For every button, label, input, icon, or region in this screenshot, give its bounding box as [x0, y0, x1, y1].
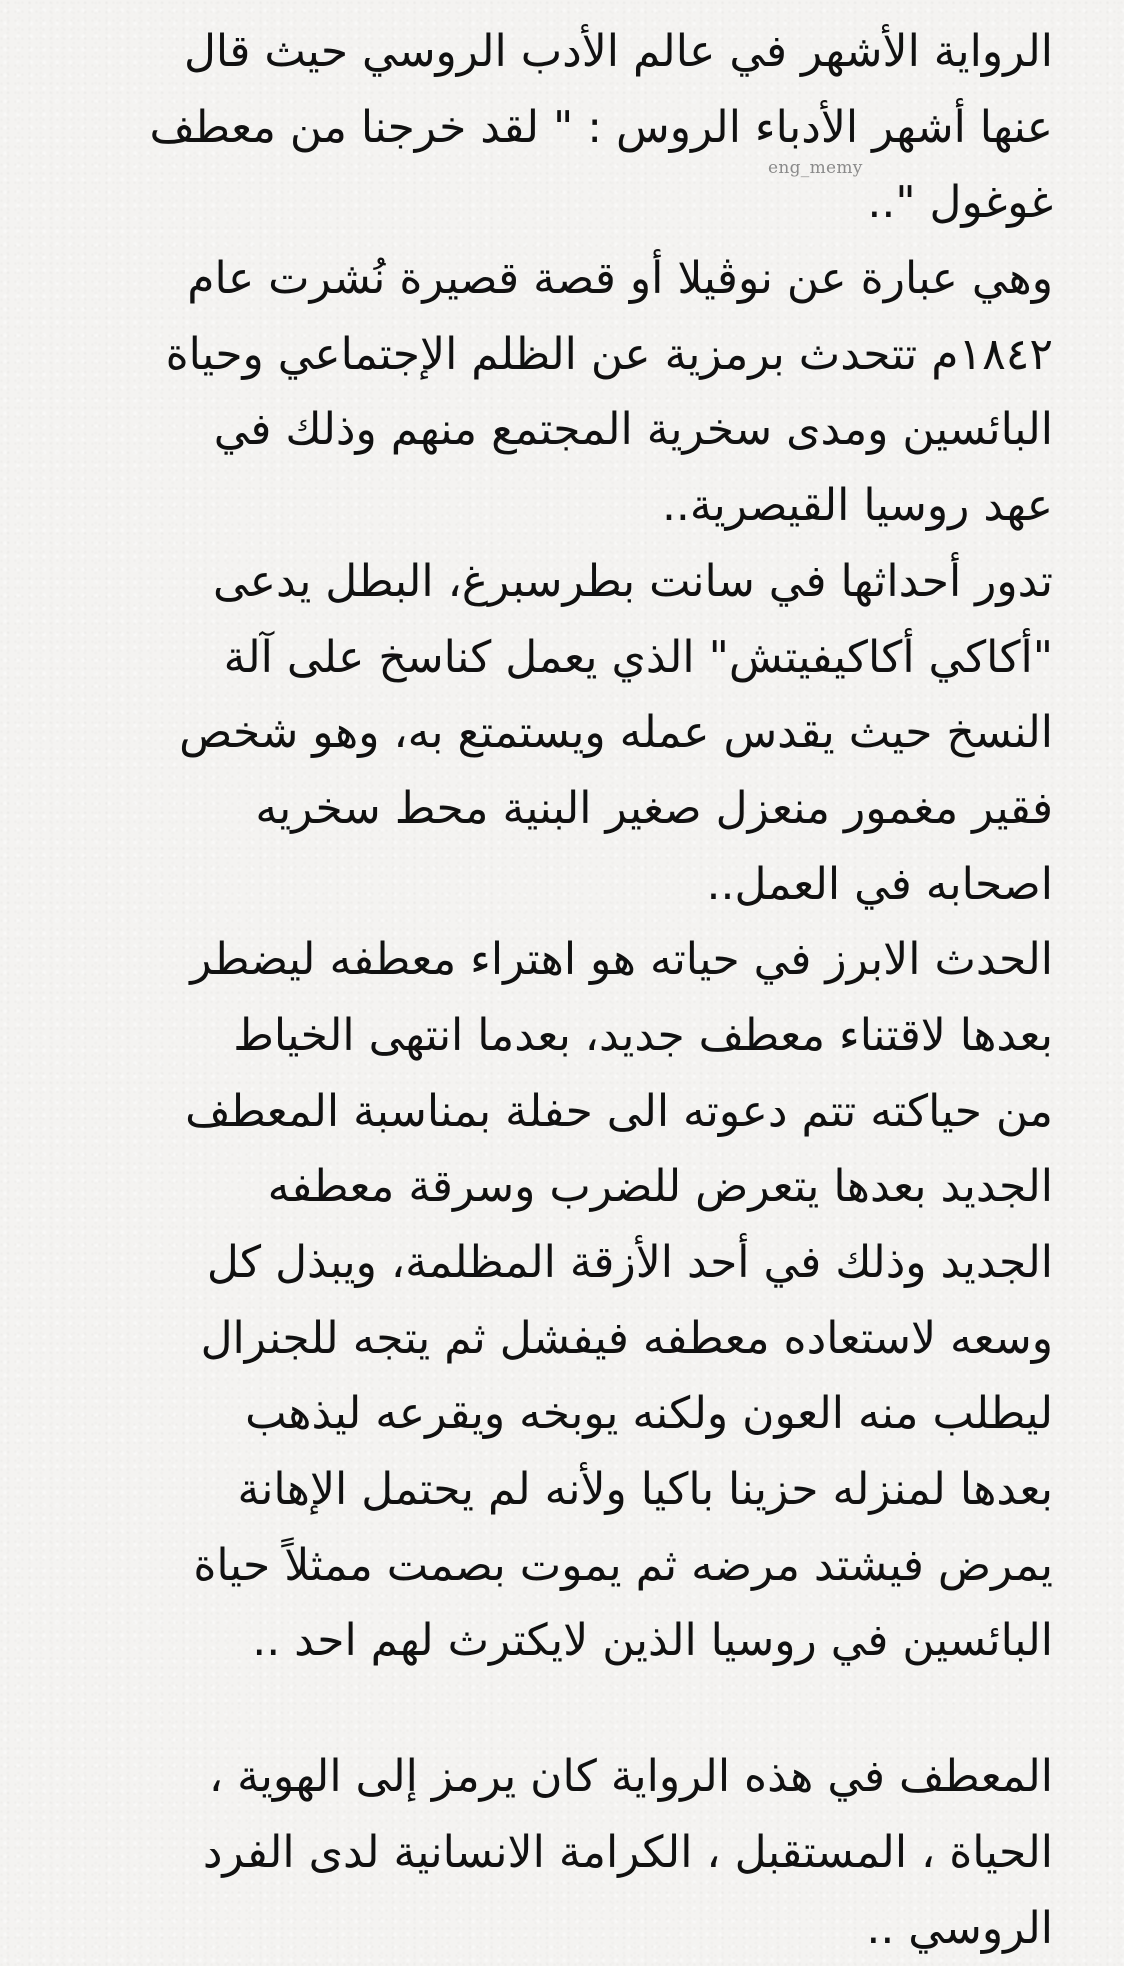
text-column — [53, 14, 1053, 1966]
watermark: eng_memy — [768, 158, 863, 178]
text-line: الجديد وذلك في أحد الأزقة المظلمة، ويبذل كل — [53, 1225, 1053, 1301]
text-line: الرواية الأشهر في عالم الأدب الروسي حيث قال — [53, 14, 1053, 90]
text-line: عهد روسيا القيصرية.. — [53, 468, 1053, 544]
text-line: تدور أحداثها في سانت بطرسبرغ، البطل يدعى — [53, 544, 1053, 620]
text-line: "أكاكي أكاكيفيتش" الذي يعمل كناسخ على آلة — [53, 620, 1053, 696]
text-line: يمرض فيشتد مرضه ثم يموت بصمت ممثلاً حياة — [53, 1528, 1053, 1604]
text-line: الحدث الابرز في حياته هو اهتراء معطفه ليضطر — [53, 922, 1053, 998]
text-line: ليطلب منه العون ولكنه يوبخه ويقرعه ليذهب — [53, 1376, 1053, 1452]
text-line: غوغول ".. — [53, 165, 1053, 241]
text-line: فقير مغمور منعزل صغير البنية محط سخريه — [53, 771, 1053, 847]
paragraph-spacer — [53, 1679, 1053, 1739]
text-line: البائسين ومدى سخرية المجتمع منهم وذلك في — [53, 392, 1053, 468]
text-line: ١٨٤٢م تتحدث برمزية عن الظلم الإجتماعي وحياة — [53, 317, 1053, 393]
text-line: وهي عبارة عن نوڤيلا أو قصة قصيرة نُشرت عام — [53, 241, 1053, 317]
text-line: اصحابه في العمل.. — [53, 847, 1053, 923]
text-line: عنها أشهر الأدباء الروس : " لقد خرجنا من معطف — [53, 90, 1053, 166]
text-line: النسخ حيث يقدس عمله ويستمتع به، وهو شخص — [53, 695, 1053, 771]
text-line: بعدها لاقتناء معطف جديد، بعدما انتهى الخياط — [53, 998, 1053, 1074]
text-line: الروسي .. — [53, 1891, 1053, 1966]
text-line: من حياكته تتم دعوته الى حفلة بمناسبة المعطف — [53, 1074, 1053, 1150]
text-line: الحياة ، المستقبل ، الكرامة الانسانية لدى الفرد — [53, 1815, 1053, 1891]
text-line: المعطف في هذه الرواية كان يرمز إلى الهوية ، — [53, 1739, 1053, 1815]
text-line: بعدها لمنزله حزينا باكيا ولأنه لم يحتمل الإهانة — [53, 1452, 1053, 1528]
text-line: وسعه لاستعاده معطفه فيفشل ثم يتجه للجنرال — [53, 1301, 1053, 1377]
text-line: البائسين في روسيا الذين لايكترث لهم احد .. — [53, 1603, 1053, 1679]
text-line: الجديد بعدها يتعرض للضرب وسرقة معطفه — [53, 1149, 1053, 1225]
